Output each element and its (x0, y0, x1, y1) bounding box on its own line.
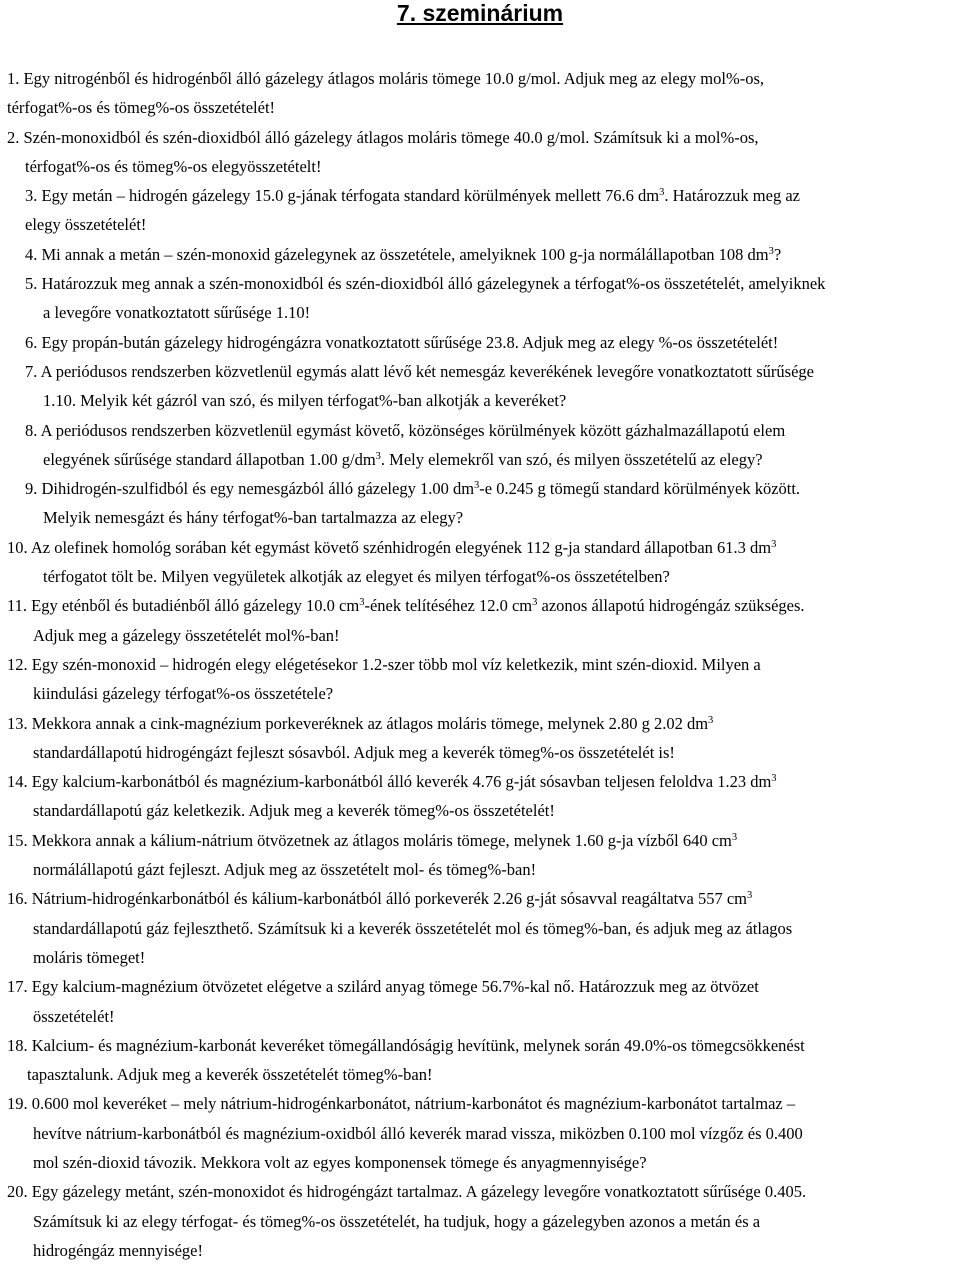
problem-12-line-2: kiindulási gázelegy térfogat%-os összetétele? (33, 684, 334, 704)
superscript: 3 (768, 245, 774, 257)
problem-number: 18. (7, 1035, 28, 1055)
problem-8-line-2: elegyének sűrűsége standard állapotban 1.00 $g/dm^3$. Mely elemekről van szó, és milyen összetételű az elegy? (43, 449, 763, 469)
problem-14-line-1: 14. Egy kalcium-karbonátból és magnézium-karbonátból álló keverék 4.76 g-ját sósavban teljesen feloldva 1.23 $dm^3$ (7, 772, 777, 792)
problem-17-line-2: összetételét! (33, 1006, 115, 1026)
problem-2-line-1: 2. Szén-monoxidból és szén-dioxidból álló gázelegy átlagos moláris tömege 40.0 g/mol. Számítsuk ki a mol%-os, (7, 127, 759, 147)
problem-16-line-3: moláris tömeget! (33, 947, 146, 967)
problem-number: 9. (25, 479, 38, 499)
superscript: 3 (731, 831, 738, 843)
problem-10 (7, 533, 958, 592)
problem-number: 7. (25, 361, 38, 381)
problem-3-line-2: elegy összetételét! (25, 215, 147, 235)
problem-number: 1. (7, 69, 20, 88)
problem-20-line-1: 20. Egy gázelegy metánt, szén-monoxidot és hidrogéngázt tartalmaz. A gázelegy levegőre vonatkoztatott sűrűsége 0.405. (7, 1182, 807, 1202)
problem-2 (7, 123, 958, 182)
problem-16-line-2: standardállapotú gáz fejleszthető. Számítsuk ki a keverék összetételét mol és tömeg%-ban, és adjuk meg az átlagos (33, 918, 793, 938)
problem-6-line-1: 6. Egy propán-bután gázelegy hidrogéngázra vonatkoztatott sűrűsége 23.8. Adjuk meg az elegy %-os összetételét! (25, 332, 779, 352)
problem-number: 13. (7, 713, 28, 733)
problem-14-line-2: standardállapotú gáz keletkezik. Adjuk meg a keverék tömeg%-os összetételét! (33, 801, 555, 821)
problem-12 (7, 650, 958, 709)
problem-20 (7, 1177, 958, 1265)
problem-9-line-2: Melyik nemesgázt és hány térfogat%-ban tartalmazza az elegy? (43, 508, 464, 528)
problem-16 (7, 884, 958, 972)
problem-number: 6. (25, 332, 38, 352)
problem-7-line-2: 1.10. Melyik két gázról van szó, és milyen térfogat%-ban alkotják a keveréket? (43, 391, 567, 411)
problem-number: 10. (7, 537, 28, 557)
problem-9 (7, 474, 958, 533)
problem-9-line-1: 9. Dihidrogén-szulfidból és egy nemesgázból álló gázelegy 1.00 $dm^3-e$ 0.245 g tömegű standard körülmények között. (25, 479, 801, 499)
problem-number: 2. (7, 127, 20, 147)
problem-number: 12. (7, 654, 28, 674)
problem-18-line-1: 18. Kalcium- és magnézium-karbonát keveréket tömegállandóságig hevítünk, melynek során 49.0%-os tömegcsökkenést (7, 1035, 805, 1055)
problem-8 (7, 416, 958, 475)
problem-16-line-1: 16. Nátrium-hidrogénkarbonátból és kálium-karbonátból álló porkeverék 2.26 g-ját sósavval reagáltatva 557 $cm^3$ (7, 889, 753, 909)
problem-12-line-1: 12. Egy szén-monoxid – hidrogén elegy elégetésekor 1.2-szer több mol víz keletkezik, mint szén-dioxid. Milyen a (7, 654, 761, 674)
problem-4 (7, 240, 958, 269)
problem-number: 17. (7, 977, 28, 997)
page-title: 7. szeminárium (396, 0, 564, 26)
problem-3-line-1: 3. Egy metán – hidrogén gázelegy 15.0 g-jának térfogata standard körülmények mellett 76.6 $dm^3$. Határozzuk meg az (25, 186, 800, 206)
problem-13 (7, 709, 958, 768)
problem-4-line-1: 4. Mi annak a metán – szén-monoxid gázelegynek az összetétele, amelyiknek 100 g-ja normálállapotban 108 $dm^3$? (25, 244, 782, 264)
problem-11 (7, 591, 958, 650)
problem-7 (7, 357, 958, 416)
problem-19-line-1: 19. 0.600 mol keveréket – mely nátrium-hidrogénkarbonátot, nátrium-karbonátot és magnézium-karbonátot tartalmaz – (7, 1094, 796, 1114)
problem-5 (7, 269, 958, 328)
problem-15-line-2: normálállapotú gázt fejleszt. Adjuk meg az összetételt mol- és tömeg%-ban! (33, 860, 537, 880)
superscript: 3 (746, 890, 753, 902)
problem-7-line-1: 7. A periódusos rendszerben közvetlenül egymás alatt lévő két nemesgáz keverékének levegőre vonatkoztatott sűrűsége (25, 361, 814, 381)
problem-number: 15. (7, 830, 28, 850)
problem-number: 4. (25, 244, 38, 264)
problem-20-line-2: Számítsuk ki az elegy térfogat- és tömeg%-os összetételét, ha tudjuk, hogy a gázelegyben azonos a metán és a (33, 1211, 761, 1231)
problem-8-line-1: 8. A periódusos rendszerben közvetlenül egymást követő, közönséges körülmények között gázhalmazállapotú elem (25, 420, 786, 440)
superscript: 3 (359, 597, 365, 609)
problem-19-line-3: mol szén-dioxid távozik. Mekkora volt az egyes komponensek tömege és anyagmennyisége? (33, 1152, 647, 1172)
problem-17 (7, 972, 958, 1031)
problem-3 (7, 181, 958, 240)
problem-10-line-2: térfogatot tölt be. Milyen vegyületek alkotják az elegyet és milyen térfogat%-os összetételben? (43, 567, 670, 587)
problem-number: 19. (7, 1094, 28, 1114)
problem-10-line-1: 10. Az olefinek homológ sorában két egymást követő szénhidrogén elegyének 112 g-ja standard állapotban 61.3 $dm^3$ (7, 537, 777, 557)
problem-number: 14. (7, 772, 28, 792)
superscript: 3 (771, 538, 777, 550)
problem-19-line-2: hevítve nátrium-karbonátból és magnézium-oxidból álló keverék marad vissza, miközben 0.100 mol vízgőz és 0.400 (33, 1123, 803, 1143)
problem-17-line-1: 17. Egy kalcium-magnézium ötvözetet elégetve a szilárd anyag tömege 56.7%-kal nő. Határozzuk meg az ötvözet (7, 977, 759, 997)
problem-1-line-2: térfogat%-os és tömeg%-os összetételét! (7, 98, 276, 118)
problem-5-line-2: a levegőre vonatkoztatott sűrűsége 1.10! (43, 303, 311, 323)
problem-20-line-3: hidrogéngáz mennyisége! (33, 1240, 203, 1260)
problem-18-line-2: tapasztalunk. Adjuk meg a keverék összetételét tömeg%-ban! (27, 1065, 433, 1085)
problem-14 (7, 767, 958, 826)
problem-11-line-1: 11. Egy eténből és butadiénből álló gázelegy 10.0 $cm^3$-ének telítéséhez 12.0 $cm^3$ azonos állapotú hidrogéngáz szükséges. (7, 596, 805, 616)
problem-1 (7, 64, 958, 123)
problem-number: 8. (25, 420, 38, 440)
problem-1-line-1: 1. Egy nitrogénből és hidrogénből álló gázelegy átlagos moláris tömege 10.0 g/mol. Adjuk meg az elegy mol%-os, (7, 69, 765, 88)
problem-number: 5. (25, 274, 38, 294)
problem-number: 11. (7, 596, 28, 616)
problem-6 (7, 328, 958, 357)
problem-13-line-1: 13. Mekkora annak a cink-magnézium porkeveréknek az átlagos moláris tömege, melynek 2.80 g 2.02 $dm^3$ (7, 713, 714, 733)
problem-number: 3. (25, 186, 38, 206)
problem-19 (7, 1089, 958, 1177)
problem-number: 16. (7, 889, 28, 909)
problem-5-line-1: 5. Határozzuk meg annak a szén-monoxidból és szén-dioxidból álló gázelegynek a térfogat%-os összetételét, amelyiknek (25, 274, 826, 294)
superscript: 3 (375, 450, 381, 462)
problem-2-line-2: térfogat%-os és tömeg%-os elegyösszetételt! (25, 156, 322, 176)
problem-list (7, 64, 958, 1265)
problem-13-line-2: standardállapotú hidrogéngázt fejleszt sósavból. Adjuk meg a keverék tömeg%-os összetételét is! (33, 742, 675, 762)
problem-15-line-1: 15. Mekkora annak a kálium-nátrium ötvözetnek az átlagos moláris tömege, melynek 1.60 g-ja vízből 640 $cm^3$ (7, 830, 738, 850)
problem-18 (7, 1031, 958, 1090)
problem-number: 20. (7, 1182, 28, 1202)
superscript: 3 (532, 597, 538, 609)
superscript: 3 (771, 773, 777, 785)
superscript: 3 (708, 714, 714, 726)
problem-15 (7, 826, 958, 885)
problem-11-line-2: Adjuk meg a gázelegy összetételét mol%-ban! (33, 625, 340, 645)
superscript: 3 (474, 480, 480, 492)
superscript: 3 (659, 187, 665, 199)
